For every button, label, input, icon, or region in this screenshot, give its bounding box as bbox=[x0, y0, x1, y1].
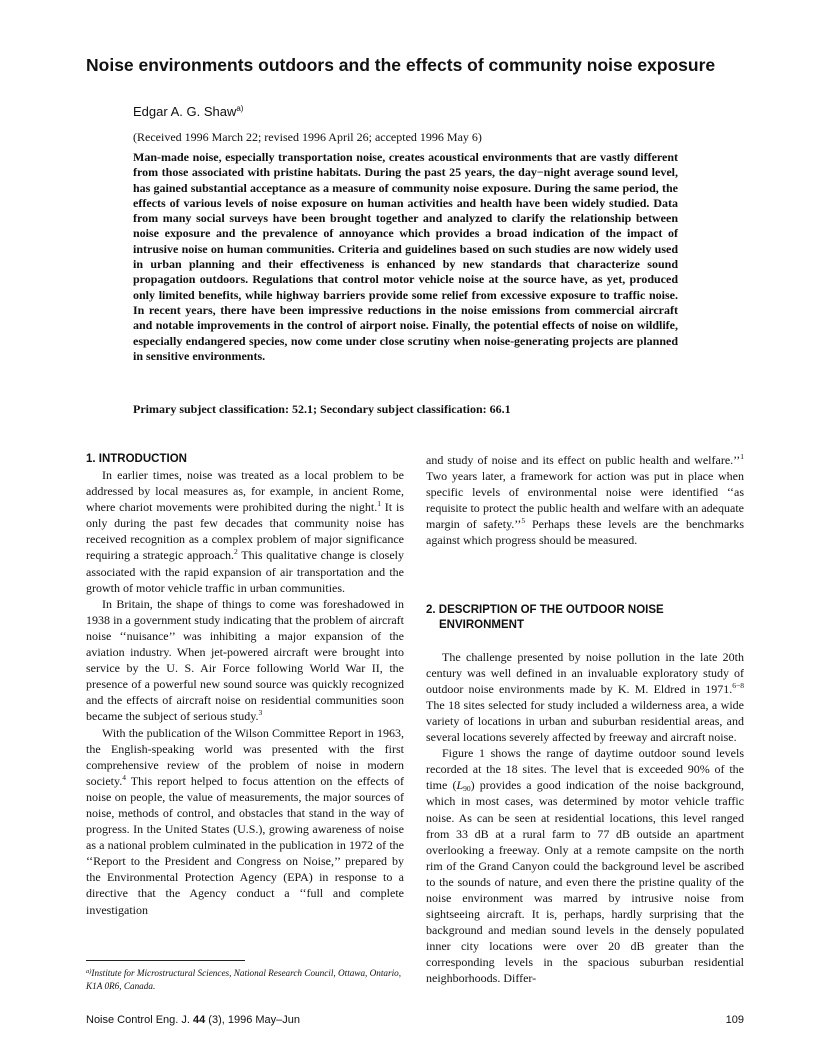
citation: 1 bbox=[740, 452, 744, 461]
article-title: Noise environments outdoors and the effects of community noise exposure bbox=[86, 55, 716, 75]
journal-footer: Noise Control Eng. J. 44 (3), 1996 May–Jun bbox=[86, 1014, 301, 1026]
citation: 3 bbox=[258, 708, 263, 718]
received-dates: (Received 1996 March 22; revised 1996 April 26; accepted 1996 May 6) bbox=[133, 130, 482, 144]
right-column bbox=[426, 452, 744, 987]
intro-paragraph-3: With the publication of the Wilson Committee Report in 1963, the English-speaking world was presented with the first comprehensive review of the problem of noise in modern society.$^4$ This report helped to focus attention on the effects of noise on people, the value of measurements, the major sources of noise, methods of control, and obstacles that stand in the way of progress. In the United States (U.S.), growing awareness of noise as a national problem culminated in the publication in 1972 of the ‘‘Report to the President and Congress on Noise,’’ prepared by the Environmental Protection Agency (EPA) in response to a directive that the Agency conduct a ‘‘full and complete investigation bbox=[86, 725, 404, 917]
intro-paragraph-3-continued: and study of noise and its effect on public health and welfare.’’$^1$ Two years later, a framework for action was put in place when specific levels of environmental noise were identified ‘‘as requisite to protect the public health and welfare with an adequate margin of safety.’’$^5$ Perhaps these levels are the benchmarks against which progress should be measured. bbox=[426, 452, 744, 548]
left-column bbox=[86, 452, 404, 918]
footnote: $^{a)}$Institute for Microstructural Sciences, National Research Council, Ottawa, Ontario, K1A 0R6, Canada. bbox=[86, 968, 402, 991]
page-number: 109 bbox=[725, 1014, 744, 1026]
footnote-rule bbox=[86, 960, 245, 961]
author-name: Edgar A. G. Shaw bbox=[133, 104, 237, 119]
section-heading-introduction: 1. INTRODUCTION bbox=[86, 453, 187, 465]
citation: 6−8 bbox=[732, 680, 744, 690]
intro-paragraph-1: In earlier times, noise was treated as a local problem to be addressed by local measures as, for example, in ancient Rome, where chariot movements were prohibited during the night.$^1$ It is only during the past few decades that community noise has received recognition as a complex problem of major significance requiring a strategic approach.$^2$ This qualitative change is closely associated with the rapid expansion of air transportation and the growth of motor vehicle traffic in urban communities. bbox=[86, 468, 404, 595]
section2-paragraph-1: The challenge presented by noise pollution in the late 20th century was well defined in an invaluable exploratory study of outdoor noise environments made by K. M. Eldred in 1971.$^{6-8}$ The 18 sites selected for study included a wilderness area, a wide variety of locations in urban and suburban residential areas, and several locations severely affected by freeway and aircraft noise. bbox=[426, 649, 744, 745]
citation: 5 bbox=[521, 516, 526, 526]
author-line bbox=[133, 104, 243, 119]
citation: 1 bbox=[377, 499, 381, 509]
abstract: Man-made noise, especially transportation noise, creates acoustical environments that are vastly different from those associated with pristine habitats. During the past 25 years, the day−night average sound level, has gained substantial acceptance as a measure of community noise exposure. During the same period, the effects of various levels of noise exposure on human activities and health have been widely studied. Data from many social surveys have been brought together and analyzed to clarify the relationship between noise exposure and the prevalence of annoyance which provides a broad indication of the impact of intrusive noise on human communities. Criteria and guidelines based on such studies are now widely used in urban planning and their effectiveness is enhanced by new standards that characterize sound propagation outdoors. Regulations that control motor vehicle noise at the source have, as yet, produced only limited benefits, while highway barriers provide some relief from excessive exposure to traffic noise. In recent years, there have been impressive reductions in the noise emissions from commercial aircraft and notable improvements in the control of airport noise. Finally, the potential effects of noise on wildlife, especially endangered species, now come under close scrutiny when noise-generating projects are planned in sensitive environments. bbox=[133, 150, 678, 363]
affiliation-mark: a) bbox=[236, 104, 244, 113]
section2-paragraph-2: Figure 1 shows the range of daytime outdoor sound levels recorded at the 18 sites. The level that is exceeded 90% of the time $(L_{90})$ provides a good indication of the noise background, which in most cases, was determined by motor vehicle traffic noise. As can be seen at residential locations, this level ranged from 33 dB at a rural farm to 77 dB outside an apartment overlooking a freeway. Only at a remote campsite on the north rim of the Grand Canyon could the background level be ascribed to the sounds of nature, and even there the pristine quality of the noise environment was marred by intrusive noise from sightseeing aircraft. It is, perhaps, hardly surprising that the background and median sound levels in the densely populated inner city locations were over 20 dB greater than the corresponding levels in the spacious suburban residential neighborhoods. Differ- bbox=[426, 746, 744, 986]
citation: 4 bbox=[122, 772, 126, 782]
intro-paragraph-2: In Britain, the shape of things to come was foreshadowed in 1938 in a government study indicating that the problem of aircraft noise ‘‘nuisance’’ was inhibiting a major expansion of the aviation industry. When jet-powered aircraft were brought into service by the U. S. Air Force following World War II, the presence of a powerful new sound source was quickly recognized and the effects of aircraft noise on residential communities soon became the subject of serious study.$^3$ bbox=[86, 596, 404, 724]
citation: 2 bbox=[234, 547, 238, 557]
section-heading-outdoor-noise: 2. DESCRIPTION OF THE OUTDOOR NOISE ENVIRONMENT bbox=[426, 603, 664, 631]
subject-classification: Primary subject classification: 52.1; Secondary subject classification: 66.1 bbox=[133, 402, 511, 416]
